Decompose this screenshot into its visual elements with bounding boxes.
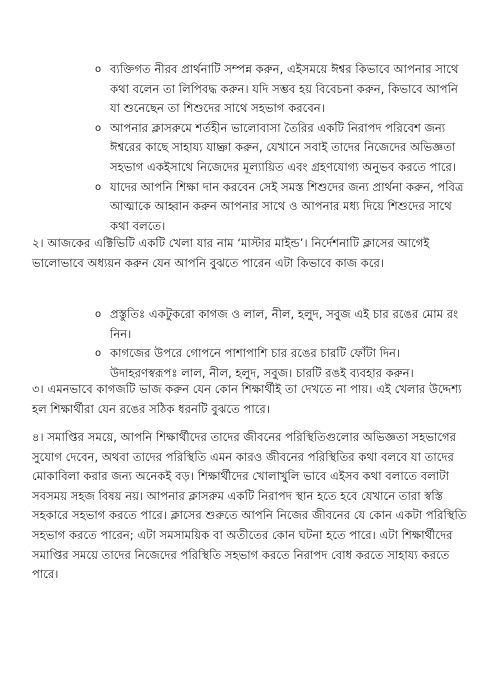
bullet-text: কাগজের উপরে গোপনে পাশাপাশি চার রঙের চারটি ফোঁটা দিন। উদাহরণস্বরূপঃ লাল, নীল, হলুদ, সবুজ। চারটি রঙই ব্যবহার করুন। — [110, 346, 414, 380]
bullet-text: প্রস্তুতিঃ একটুকরো কাগজ ও লাল, নীল, হলুদ, সবুজ এই চার রঙের মোম রং নিন। — [110, 307, 459, 341]
bullet-marker: o — [95, 309, 102, 320]
list-item — [95, 305, 469, 344]
paragraph-closing: ৪। সমাপ্তির সময়ে, আপনি শিক্ষার্থীদের তাদের জীবনের পরিস্থিতিগুলোর অভিজ্ঞতা সহভাগের সুযোগ দেবেন, অথবা তাদের পরিস্থিতি এমন কারও জীবনের পরিস্থিতির কথা বলবে যা তাদের মোকাবিলা করার জন্য অনেকই বড়। শিক্ষার্থীদের খোলাখুলি ভাবে এইসব কথা বলাতে বলাটা সবসময় সহজ বিষয় নয়। আপনার ক্লাসরুম একটি নিরাপদ স্থান হতে হবে যেখানে তারা স্বস্তি সহকারে সহভাগ করতে পারে। ক্লাসের শুরুতে আপনি নিজের জীবনের যে কোন একটা পরিস্থিতি সহভাগ করতে পারেন; এটা সমসাময়িক বা অতীতের কোন ঘটনা হতে পারে। এটা শিক্ষার্থীদের সমাপ্তির সময়ে তাদের নিজেদের পরিস্থিতি সহভাগ করতে নিরাপদ বোধ করতে সাহায্য করতে পারে। — [32, 430, 467, 582]
bullet-marker: o — [95, 348, 102, 360]
list-item — [95, 178, 469, 237]
bullet-text: ব্যক্তিগত নীরব প্রার্থনাটি সম্পন্ন করুন, এইসময়ে ঈশ্বর কিভাবে আপনার সাথে কথা বলেন তা লিপিবদ্ধ করুন। যদি সম্ভব হয় বিবেচনা করুন, কিভাবে আপনি যা শুনেছেন তা শিশুদের সাথে সহভাগ করবেন। — [110, 62, 459, 116]
bullet-marker: o — [95, 181, 102, 193]
list-item — [95, 344, 469, 383]
prayer-bullet-list — [95, 60, 469, 236]
bullet-text: যাদের আপনি শিক্ষা দান করবেন সেই সমস্ত শিশুদের জন্য প্রার্থনা করুন, পবিত্র আত্মাকে আহ্বান করুন আপনার সাথে ও আপনার মধ্য দিয়ে শিশুদের সাথে কথা বলতে। — [110, 179, 464, 233]
bullet-marker: o — [95, 64, 102, 75]
bullet-text: আপনার ক্লাসরুমে শর্তহীন ভালোবাসা তৈরির একটি নিরাপদ পরিবেশ জন্য ঈশ্বরের কাছে সাহায্য যাচ্ঞা করুন, যেখানে সবাই তাদের নিজেদের অভিজ্ঞতা সহভাগ একইসাথে নিজেদের মূল্যায়িত এবং গ্রহণযোগ্য অনুভব করতে পারে। — [110, 120, 457, 174]
paragraph-activity-intro: ২। আজকের এক্টিভিটি একটি খেলা যার নাম ‘মাস্টার মাইন্ড’। নির্দেশনাটি ক্লাসের আগেই ভালোভাবে অধ্যয়ন করুন যেন আপনি বুঝতে পারেন এটা কিভাবে কাজ করে। — [32, 236, 430, 270]
list-item — [95, 119, 469, 178]
list-item — [95, 60, 469, 119]
paragraph-fold-paper: ৩। এমনভাবে কাগজটি ভাজ করুন যেন কোন শিক্ষার্থীই তা দেখতে না পায়। এই খেলার উদ্দেশ্য হল শিক্ষার্থীরা যেন রঙের সঠিক ধরনটি বুঝতে পারে। — [32, 382, 462, 416]
bullet-marker: o — [95, 122, 102, 134]
preparation-bullet-list — [95, 305, 469, 383]
